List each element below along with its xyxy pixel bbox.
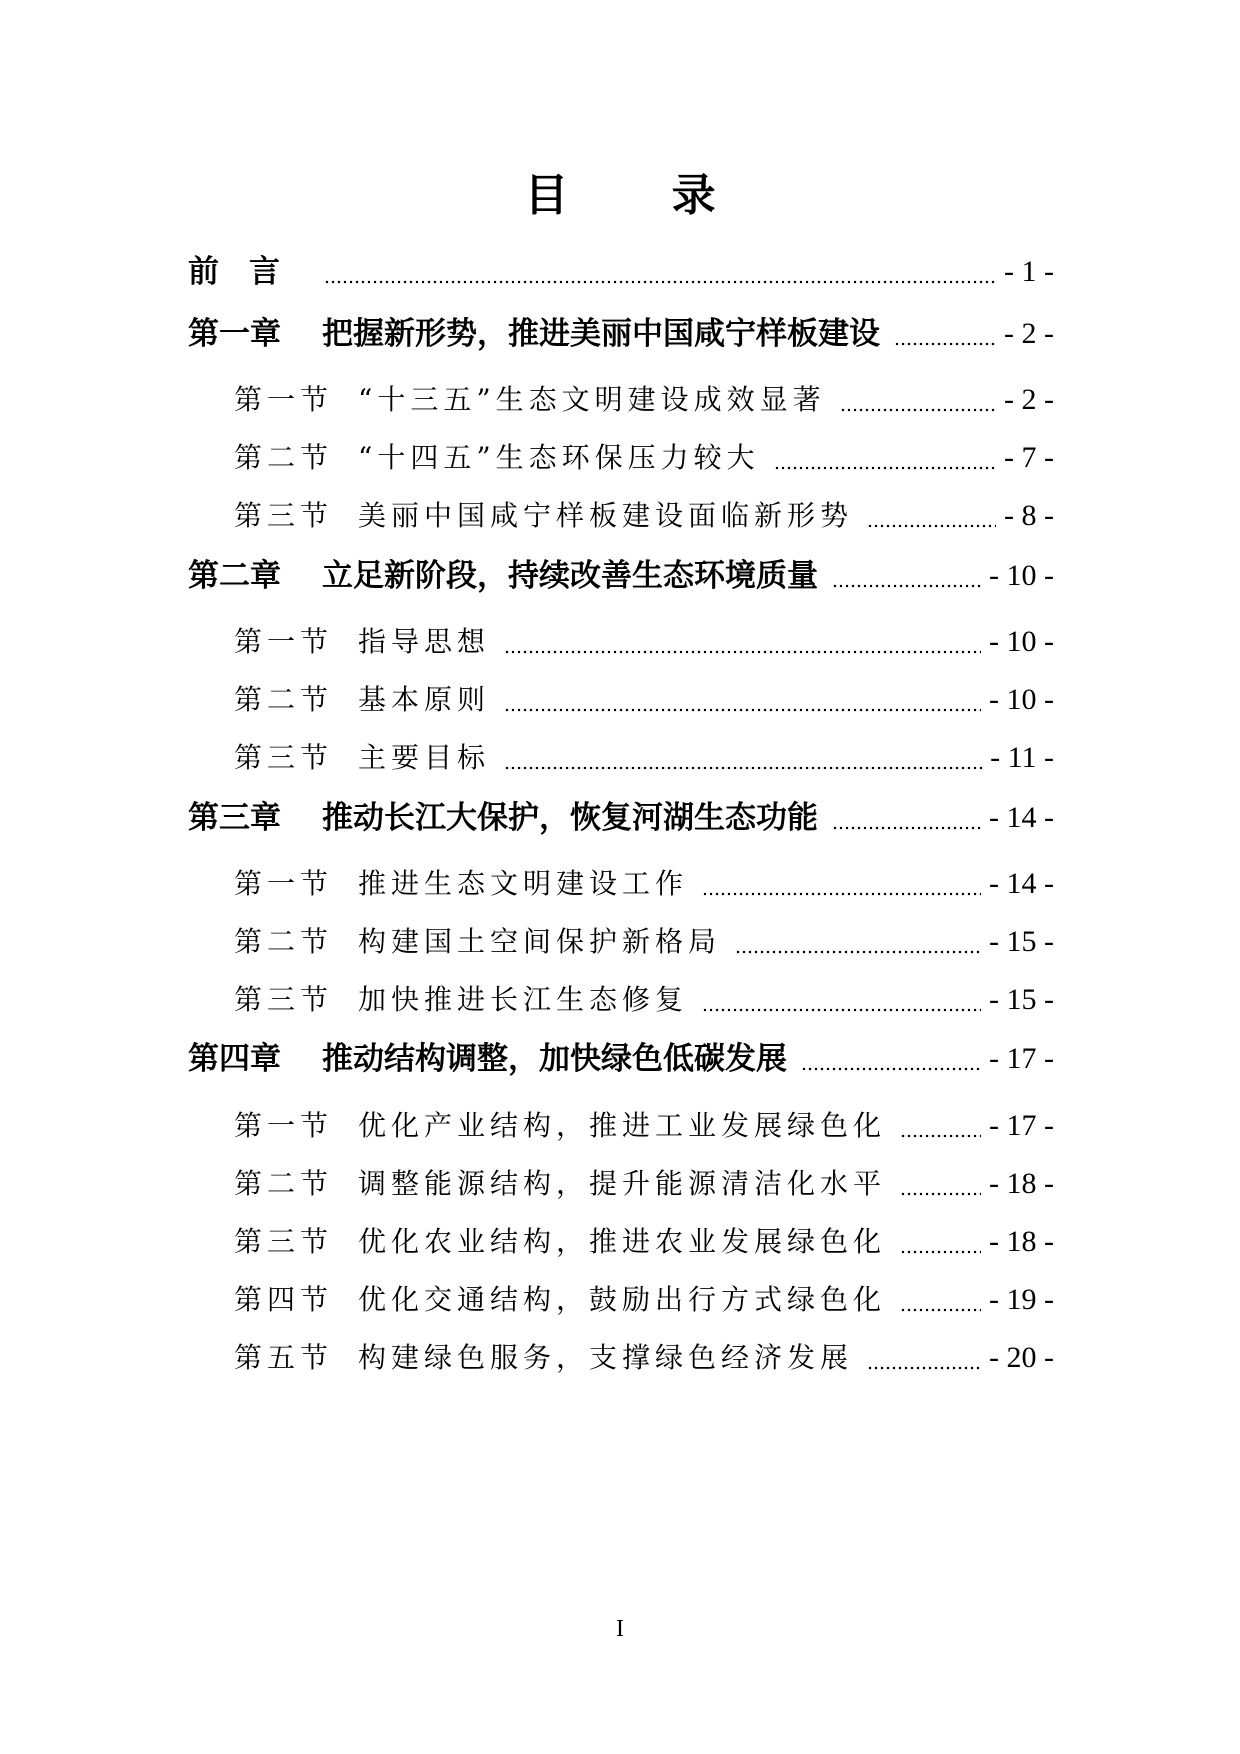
toc-section-3-3[interactable]: [0, 976, 1240, 1024]
toc-entry-page: - 18 -: [989, 1167, 1054, 1200]
toc-section-4-2[interactable]: [0, 1160, 1240, 1208]
toc-entry-title: 加快推进长江生态修复: [358, 983, 689, 1016]
toc-section-4-4[interactable]: [0, 1276, 1240, 1324]
toc-entry-label: 第一章: [188, 316, 281, 352]
toc-section-2-2[interactable]: [0, 676, 1240, 724]
toc-chapter-2[interactable]: [0, 552, 1240, 600]
dot-leader: [900, 1134, 981, 1138]
toc-entry-title: 推动长江大保护，恢复河湖生态功能: [322, 800, 818, 836]
dot-leader: [832, 584, 981, 588]
toc-entry-label: 第一节: [234, 625, 334, 658]
dot-leader: [867, 1366, 981, 1370]
toc-entry-page: - 7 -: [1004, 441, 1054, 474]
toc-entry-page: - 19 -: [989, 1283, 1054, 1316]
toc-entry-label: 前言: [188, 254, 310, 290]
toc-section-4-3[interactable]: [0, 1218, 1240, 1266]
dot-leader: [324, 280, 996, 284]
toc-entry-title: 美丽中国咸宁样板建设面临新形势: [358, 499, 854, 532]
toc-section-3-1[interactable]: [0, 860, 1240, 908]
dot-leader: [735, 950, 981, 954]
toc-entry-title: 优化交通结构，鼓励出行方式绿色化: [358, 1283, 887, 1316]
toc-entry-title: 优化农业结构，推进农业发展绿色化: [358, 1225, 887, 1258]
toc-entry-page: - 18 -: [989, 1225, 1054, 1258]
toc-entry-label: 第二章: [188, 558, 281, 594]
page-title: 目 录: [524, 170, 760, 221]
toc-section-3-2[interactable]: [0, 918, 1240, 966]
toc-entry-label: 第二节: [234, 925, 334, 958]
toc-entry-label: 第三章: [188, 800, 281, 836]
toc-chapter-1[interactable]: [0, 310, 1240, 358]
toc-chapter-4[interactable]: [0, 1035, 1240, 1083]
dot-leader: [894, 342, 996, 346]
dot-leader: [801, 1067, 981, 1071]
toc-entry-page: - 14 -: [989, 867, 1054, 900]
toc-chapter-3[interactable]: [0, 794, 1240, 842]
toc-entry-label: 第五节: [234, 1341, 334, 1374]
toc-entry-preface[interactable]: [0, 248, 1240, 296]
toc-entry-label: 第一节: [234, 383, 334, 416]
toc-entry-label: 第一节: [234, 867, 334, 900]
toc-entry-title: 主要目标: [358, 741, 491, 774]
toc-entry-page: - 10 -: [989, 683, 1054, 716]
dot-leader: [774, 466, 996, 470]
toc-entry-label: 第三节: [234, 741, 334, 774]
dot-leader: [702, 892, 981, 896]
dot-leader: [832, 826, 981, 830]
toc-entry-label: 第二节: [234, 1167, 334, 1200]
toc-entry-title: 基本原则: [358, 683, 491, 716]
toc-entry-page: - 17 -: [989, 1042, 1054, 1075]
toc-entry-label: 第二节: [234, 441, 334, 474]
toc-entry-title: 推动结构调整，加快绿色低碳发展: [322, 1041, 787, 1077]
toc-entry-page: - 14 -: [989, 801, 1054, 834]
toc-entry-page: - 10 -: [989, 625, 1054, 658]
toc-entry-title: 构建国土空间保护新格局: [358, 925, 722, 958]
toc-entry-label: 第四章: [188, 1041, 281, 1077]
toc-section-1-2[interactable]: [0, 434, 1240, 482]
dot-leader: [900, 1250, 981, 1254]
dot-leader: [867, 524, 996, 528]
toc-section-2-3[interactable]: [0, 734, 1240, 782]
toc-entry-title: “十三五”生态文明建设成效显著: [358, 383, 826, 416]
toc-entry-title: 调整能源结构，提升能源清洁化水平: [358, 1167, 887, 1200]
toc-entry-title: 推进生态文明建设工作: [358, 867, 689, 900]
toc-entry-label: 第三节: [234, 499, 334, 532]
dot-leader: [504, 766, 982, 770]
dot-leader: [840, 408, 996, 412]
toc-entry-label: 第三节: [234, 1225, 334, 1258]
toc-entry-page: - 20 -: [989, 1341, 1054, 1374]
toc-entry-title: “十四五”生态环保压力较大: [358, 441, 760, 474]
page-number-footer: I: [616, 1616, 624, 1642]
dot-leader: [504, 650, 981, 654]
toc-section-4-5[interactable]: [0, 1334, 1240, 1382]
toc-entry-page: - 10 -: [989, 559, 1054, 592]
toc-entry-page: - 2 -: [1004, 383, 1054, 416]
toc-entry-title: 构建绿色服务，支撑绿色经济发展: [358, 1341, 854, 1374]
toc-entry-title: 把握新形势，推进美丽中国咸宁样板建设: [322, 316, 880, 352]
toc-section-1-1[interactable]: [0, 376, 1240, 424]
toc-entry-page: - 17 -: [989, 1109, 1054, 1142]
toc-entry-page: - 1 -: [1004, 255, 1054, 288]
dot-leader: [900, 1192, 981, 1196]
toc-section-4-1[interactable]: [0, 1102, 1240, 1150]
dot-leader: [504, 708, 981, 712]
toc-entry-label: 第四节: [234, 1283, 334, 1316]
toc-entry-label: 第一节: [234, 1109, 334, 1142]
toc-section-2-1[interactable]: [0, 618, 1240, 666]
dot-leader: [702, 1008, 981, 1012]
toc-entry-title: 优化产业结构，推进工业发展绿色化: [358, 1109, 887, 1142]
toc-entry-title: 立足新阶段，持续改善生态环境质量: [322, 558, 818, 594]
toc-entry-page: - 8 -: [1004, 499, 1054, 532]
toc-entry-page: - 11 -: [990, 741, 1054, 774]
toc-entry-label: 第二节: [234, 683, 334, 716]
toc-entry-page: - 2 -: [1004, 317, 1054, 350]
toc-entry-label: 第三节: [234, 983, 334, 1016]
toc-entry-title: 指导思想: [358, 625, 491, 658]
dot-leader: [900, 1308, 981, 1312]
toc-entry-page: - 15 -: [989, 983, 1054, 1016]
toc-entry-page: - 15 -: [989, 925, 1054, 958]
toc-section-1-3[interactable]: [0, 492, 1240, 540]
